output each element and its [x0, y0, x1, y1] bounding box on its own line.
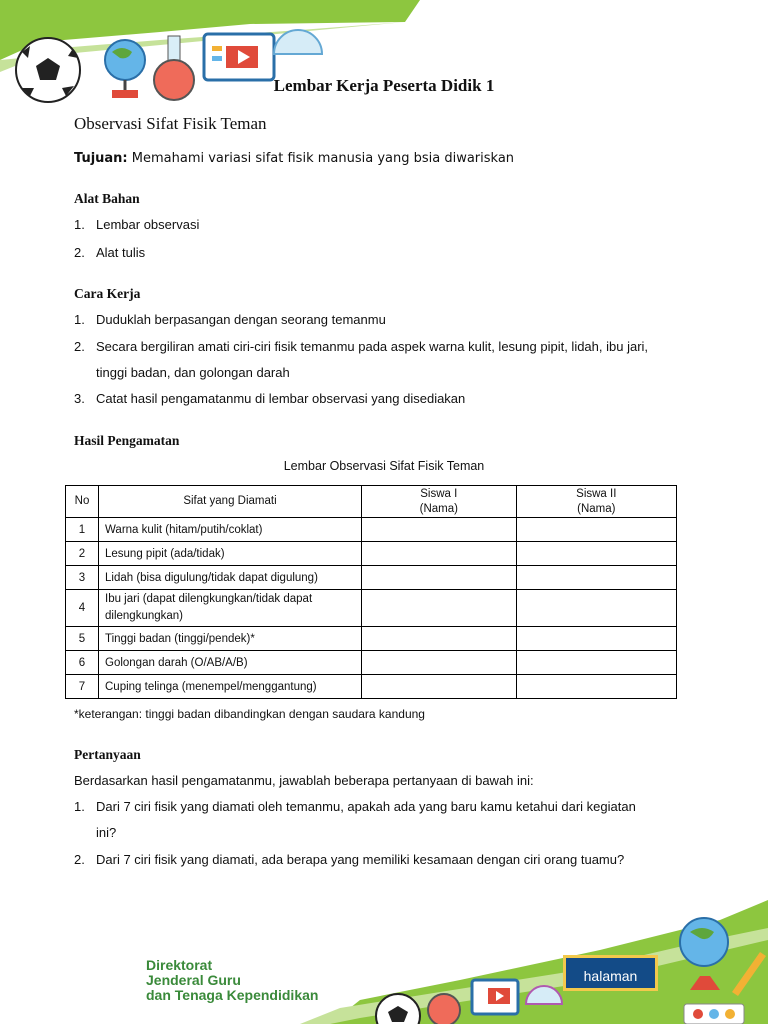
answer-cell[interactable] [362, 627, 517, 651]
answer-cell[interactable] [362, 542, 517, 566]
table-row: 1 Warna kulit (hitam/putih/coklat) [66, 518, 677, 542]
worksheet-title: Lembar Kerja Peserta Didik 1 [273, 76, 495, 95]
answer-cell[interactable] [516, 590, 676, 627]
answer-cell[interactable] [362, 675, 517, 699]
page-button[interactable]: halaman [563, 955, 658, 991]
palette-icon [684, 1004, 744, 1024]
list-item: 3. Catat hasil pengamatanmu di lembar observasi yang disediakan [74, 391, 466, 406]
answer-cell[interactable] [516, 518, 676, 542]
list-item: 2. Secara bergiliran amati ciri-ciri fisik temanmu pada aspek warna kulit, lesung pipit, lidah, ibu jari, [74, 339, 649, 354]
answer-cell[interactable] [516, 627, 676, 651]
table-row: 2 Lesung pipit (ada/tidak) [66, 542, 677, 566]
table-row: 4 Ibu jari (dapat dilengkungkan/tidak dapat dilengkungkan) [66, 590, 677, 627]
footer-decoration [0, 880, 768, 1024]
list-item-continuation: ini? [96, 825, 117, 840]
answer-cell[interactable] [362, 590, 517, 627]
worksheet-subtitle: Observasi Sifat Fisik Teman [74, 114, 267, 133]
purpose-label: Tujuan: [74, 151, 128, 166]
list-item-continuation: tinggi badan, dan golongan darah [96, 365, 290, 380]
video-screen-icon [204, 34, 274, 80]
table-row: 3 Lidah (bisa digulung/tidak dapat digulung) [66, 566, 677, 590]
list-item: 1. Lembar observasi [74, 217, 200, 232]
table-row: 6 Golongan darah (O/AB/A/B) [66, 651, 677, 675]
table-caption: Lembar Observasi Sifat Fisik Teman [283, 459, 485, 473]
answer-cell[interactable] [362, 651, 517, 675]
answer-cell[interactable] [362, 566, 517, 590]
list-item: 1. Duduklah berpasangan dengan seorang temanmu [74, 312, 386, 327]
header-no: No [66, 486, 99, 518]
questions-intro: Berdasarkan hasil pengamatanmu, jawablah beberapa pertanyaan di bawah ini: [74, 773, 534, 788]
procedure-heading: Cara Kerja [74, 286, 141, 301]
purpose-line [74, 151, 514, 166]
answer-cell[interactable] [362, 518, 517, 542]
header-student-1: Siswa I (Nama) [362, 486, 517, 518]
table-header-row [66, 486, 677, 518]
materials-heading: Alat Bahan [74, 191, 140, 206]
list-item: 2. Alat tulis [74, 245, 146, 260]
observation-table [65, 485, 677, 699]
video-screen-icon [472, 980, 518, 1014]
questions-heading: Pertanyaan [74, 747, 141, 762]
table-footnote: *keterangan: tinggi badan dibandingkan dengan saudara kandung [74, 707, 425, 721]
results-heading: Hasil Pengamatan [74, 433, 180, 448]
table-row: 5 Tinggi badan (tinggi/pendek)* [66, 627, 677, 651]
answer-cell[interactable] [516, 542, 676, 566]
list-item: 1. Dari 7 ciri fisik yang diamati oleh temanmu, apakah ada yang baru kamu ketahui dari kegiatan [74, 799, 636, 814]
answer-cell[interactable] [516, 651, 676, 675]
list-item: 2. Dari 7 ciri fisik yang diamati, ada berapa yang memiliki kesamaan dengan ciri orang tuamu? [74, 852, 625, 867]
table-row: 7 Cuping telinga (menempel/menggantung) [66, 675, 677, 699]
answer-cell[interactable] [516, 675, 676, 699]
footer-org-logo: Direktorat Jenderal Guru dan Tenaga Kependidikan [146, 957, 319, 1003]
flask-icon [428, 994, 460, 1024]
header-student-2: Siswa II (Nama) [516, 486, 676, 518]
header-trait: Sifat yang Diamati [99, 486, 362, 518]
purpose-text: Memahami variasi sifat fisik manusia yang bsia diwariskan [131, 151, 515, 166]
answer-cell[interactable] [516, 566, 676, 590]
